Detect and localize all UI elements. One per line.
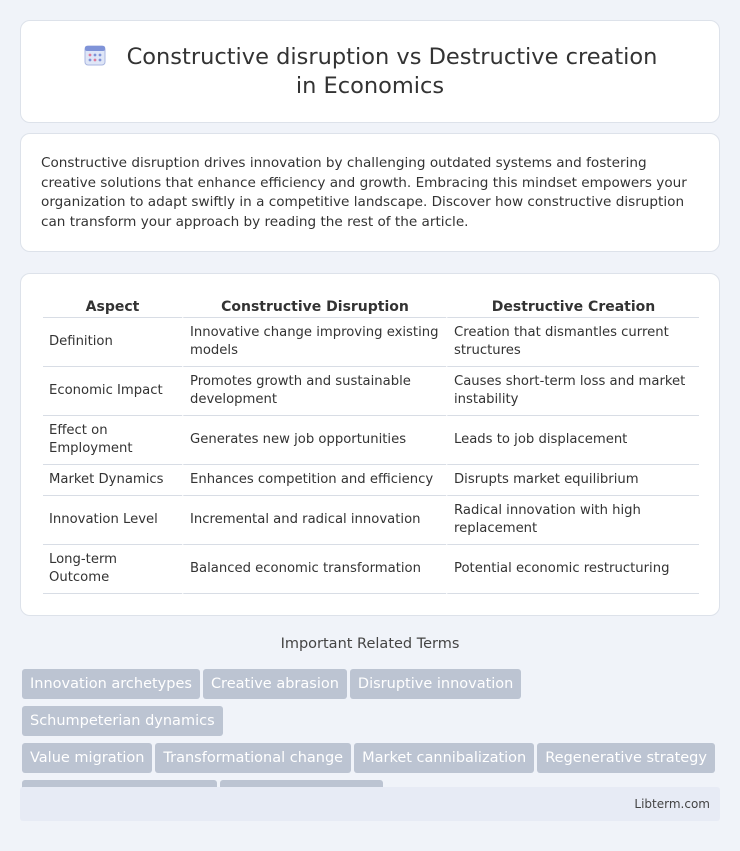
calendar-icon bbox=[83, 43, 107, 67]
comparison-table bbox=[43, 296, 699, 594]
table-row bbox=[43, 496, 699, 545]
table-cell: Potential economic restructuring bbox=[446, 545, 699, 594]
related-term-tag[interactable]: Transformational change bbox=[155, 743, 351, 773]
table-cell: Innovation Level bbox=[43, 496, 182, 545]
page-title bbox=[83, 44, 658, 99]
table-cell: Leads to job displacement bbox=[446, 416, 699, 465]
table-header-row bbox=[43, 296, 699, 318]
intro-paragraph: Constructive disruption drives innovation by challenging outdated systems and fostering creative solutions that enhance efficiency and growth. Embracing this mindset empowers your organization to adapt swiftly in a competitive landscape. Discover how constructive disruption can transform your approach by reading the rest of the article. bbox=[41, 155, 687, 230]
table-cell: Causes short-term loss and market instability bbox=[446, 367, 699, 416]
table-row bbox=[43, 318, 699, 367]
header-aspect: Aspect bbox=[43, 296, 182, 318]
related-term-tag[interactable]: Regenerative strategy bbox=[537, 743, 715, 773]
table-cell: Market Dynamics bbox=[43, 465, 182, 496]
table-cell: Definition bbox=[43, 318, 182, 367]
comparison-card bbox=[20, 273, 720, 616]
header-destructive: Destructive Creation bbox=[446, 296, 699, 318]
title-card bbox=[20, 20, 720, 123]
table-cell: Innovative change improving existing models bbox=[182, 318, 446, 367]
footer bbox=[20, 787, 720, 821]
related-term-tag[interactable]: Innovation archetypes bbox=[22, 669, 200, 699]
table-cell: Balanced economic transformation bbox=[182, 545, 446, 594]
table-cell: Radical innovation with high replacement bbox=[446, 496, 699, 545]
table-cell: Enhances competition and efficiency bbox=[182, 465, 446, 496]
header-constructive: Constructive Disruption bbox=[182, 296, 446, 318]
table-cell: Economic Impact bbox=[43, 367, 182, 416]
table-cell: Long-term Outcome bbox=[43, 545, 182, 594]
table-cell: Creation that dismantles current structures bbox=[446, 318, 699, 367]
intro-card bbox=[20, 133, 720, 252]
related-term-tag[interactable]: Creative abrasion bbox=[203, 669, 347, 699]
table-row bbox=[43, 367, 699, 416]
related-term-tag[interactable]: Value migration bbox=[22, 743, 152, 773]
title-wrap bbox=[70, 43, 670, 101]
related-term-tag[interactable]: Market cannibalization bbox=[354, 743, 534, 773]
related-terms-heading: Important Related Terms bbox=[280, 636, 460, 652]
table-cell: Promotes growth and sustainable development bbox=[182, 367, 446, 416]
footer-brand-link[interactable]: Libterm.com bbox=[634, 797, 710, 811]
table-cell: Disrupts market equilibrium bbox=[446, 465, 699, 496]
related-term-tag[interactable]: Schumpeterian dynamics bbox=[22, 706, 223, 736]
page-title-text: Constructive disruption vs Destructive creation in Economics bbox=[126, 43, 658, 99]
table-cell: Incremental and radical innovation bbox=[182, 496, 446, 545]
table-row bbox=[43, 545, 699, 594]
related-term-tag[interactable]: Disruptive innovation bbox=[350, 669, 521, 699]
table-row bbox=[43, 465, 699, 496]
table-cell: Effect on Employment bbox=[43, 416, 182, 465]
table-cell: Generates new job opportunities bbox=[182, 416, 446, 465]
table-row bbox=[43, 416, 699, 465]
